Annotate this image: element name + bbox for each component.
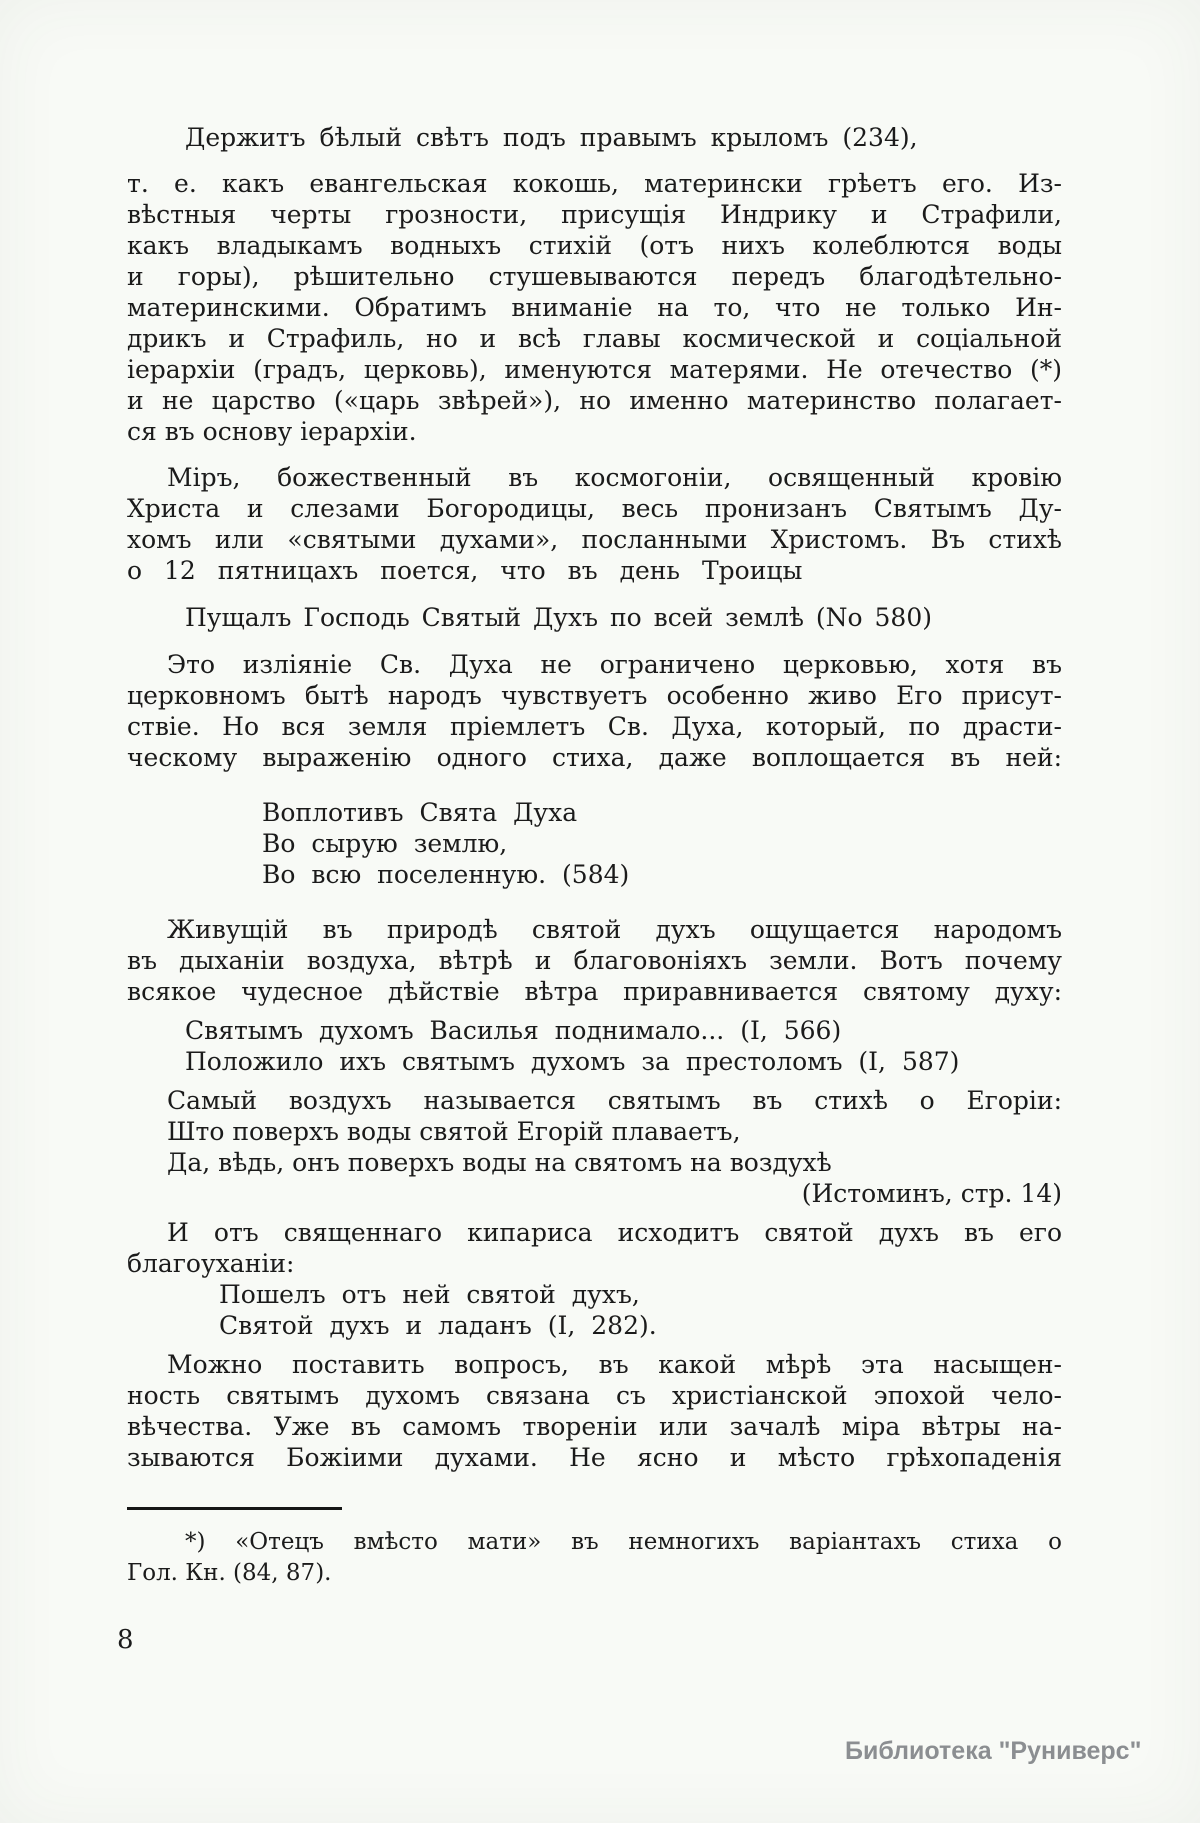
footnote-line: Гол. Кн. (84, 87). [127,1560,332,1586]
text-line: Пущалъ Господь Святый Духъ по всей землѣ (No 580) [185,603,932,632]
paragraph-kokosh [127,168,1062,447]
watermark: Библиотека "Руниверс" [845,1737,1142,1765]
text-line: церковномъ бытѣ народъ чувствуетъ особенно живо Его присут- [127,681,1062,710]
text-line: Можно поставить вопросъ, въ какой мѣрѣ эта насыщен- [167,1350,1062,1379]
paragraph-samyy-vozdukh [127,1085,1062,1116]
text-line: благоуханіи: [127,1249,295,1278]
page-number: 8 [117,1625,134,1655]
blocks-host [127,122,1062,1473]
text-line: вѣчества. Уже въ самомъ твореніи или зачалѣ міра вѣтры на- [127,1412,1062,1441]
text-line: въ дыханіи воздуха, вѣтрѣ и благовоніяхъ земли. Вотъ почему [127,946,1062,975]
text-line: Положило ихъ святымъ духомъ за престоломъ (I, 587) [185,1047,960,1076]
text-line: Воплотивъ Свята Духа [262,798,578,827]
paragraph-izliyanie [127,649,1062,773]
text-line: о 12 пятницахъ поется, что въ день Троицы [127,556,803,585]
citation-istomin [127,1178,1062,1209]
text-line: Во сырую землю, [262,829,508,858]
text-line: дрикъ и Страфиль, но и всѣ главы космической и соціальной [127,324,1062,353]
verse-svyatym-dukhom [127,1015,1062,1077]
text-line: ствіе. Но вся земля пріемлетъ Св. Духа, который, по драсти- [127,712,1062,741]
verse-poshel [127,1279,1062,1341]
text-line: Живущій въ природѣ святой духъ ощущается народомъ [167,915,1062,944]
verse-pushchal [127,602,1062,633]
paragraph-kiparis [127,1217,1062,1279]
text-line: какъ владыкамъ водныхъ стихій (отъ нихъ колеблются воды [127,231,1062,260]
verse-voplotiv [127,797,1062,890]
text-line: материнскими. Обратимъ вниманіе на то, что не только Ин- [127,293,1062,322]
text-line: Міръ, божественный въ космогоніи, освященный кровію [167,463,1062,492]
paragraph-zhivushchiy [127,914,1062,1007]
text-line: ся въ основу іерархіи. [127,417,417,446]
text-line: Святымъ духомъ Василья поднимало... (I, 566) [185,1016,842,1045]
text-line: вѣстныя черты грозности, присущія Индрику и Страфили, [127,200,1062,229]
text-line: т. е. какъ евангельская кокошь, матерински грѣетъ его. Из- [127,169,1062,198]
text-line: Это изліяніе Св. Духа не ограничено церковью, хотя въ [167,650,1062,679]
text-line: Да, вѣдь, онъ поверхъ воды на святомъ на воздухѣ [167,1148,832,1177]
text-line: И отъ священнаго кипариса исходитъ святой духъ въ его [167,1218,1062,1247]
text-line: зываются Божіими духами. Не ясно и мѣсто грѣхопаденія [127,1443,1062,1472]
text-line: Во всю поселенную. (584) [262,860,630,889]
text-line: Святой духъ и ладанъ (I, 282). [219,1311,657,1340]
footnote-line: *) «Отецъ вмѣсто мати» въ немногихъ варіантахъ стиха о [185,1529,1062,1555]
paragraph-mozhno-postavit [127,1349,1062,1473]
text-line: всякое чудесное дѣйствіе вѣтра приравнивается святому духу: [127,977,1062,1006]
footnote-divider [127,1507,342,1510]
text-line: Што поверхъ воды святой Егорій плаваетъ, [167,1117,741,1146]
text-line: ность святымъ духомъ связана съ христіанской эпохой чело- [127,1381,1062,1410]
text-line: Христа и слезами Богородицы, весь пронизанъ Святымъ Ду- [127,494,1062,523]
text-line: и не царство («царь звѣрей»), но именно материнство полагает- [127,386,1062,415]
footnote [127,1527,1062,1589]
text-line: (Истоминъ, стр. 14) [801,1179,1062,1208]
text-line: ческому выраженію одного стиха, даже воплощается въ ней: [127,743,1062,772]
text-line: Держитъ бѣлый свѣтъ подъ правымъ крыломъ (234), [185,123,918,152]
text-line: іерархіи (градъ, церковь), именуются матерями. Не отечество (*) [127,355,1062,384]
text-line: и горы), рѣшительно стушевываются передъ благодѣтельно- [127,262,1062,291]
paragraph-mir [127,462,1062,586]
text-line: Пошелъ отъ ней святой духъ, [219,1280,640,1309]
verse-shto-poverkh [127,1116,1062,1178]
text-column [127,122,1062,1589]
opening-verse [127,122,1062,153]
text-line: Самый воздухъ называется святымъ въ стихѣ о Егоріи: [167,1086,1062,1115]
text-line: хомъ или «святыми духами», посланными Христомъ. Въ стихѣ [127,525,1062,554]
